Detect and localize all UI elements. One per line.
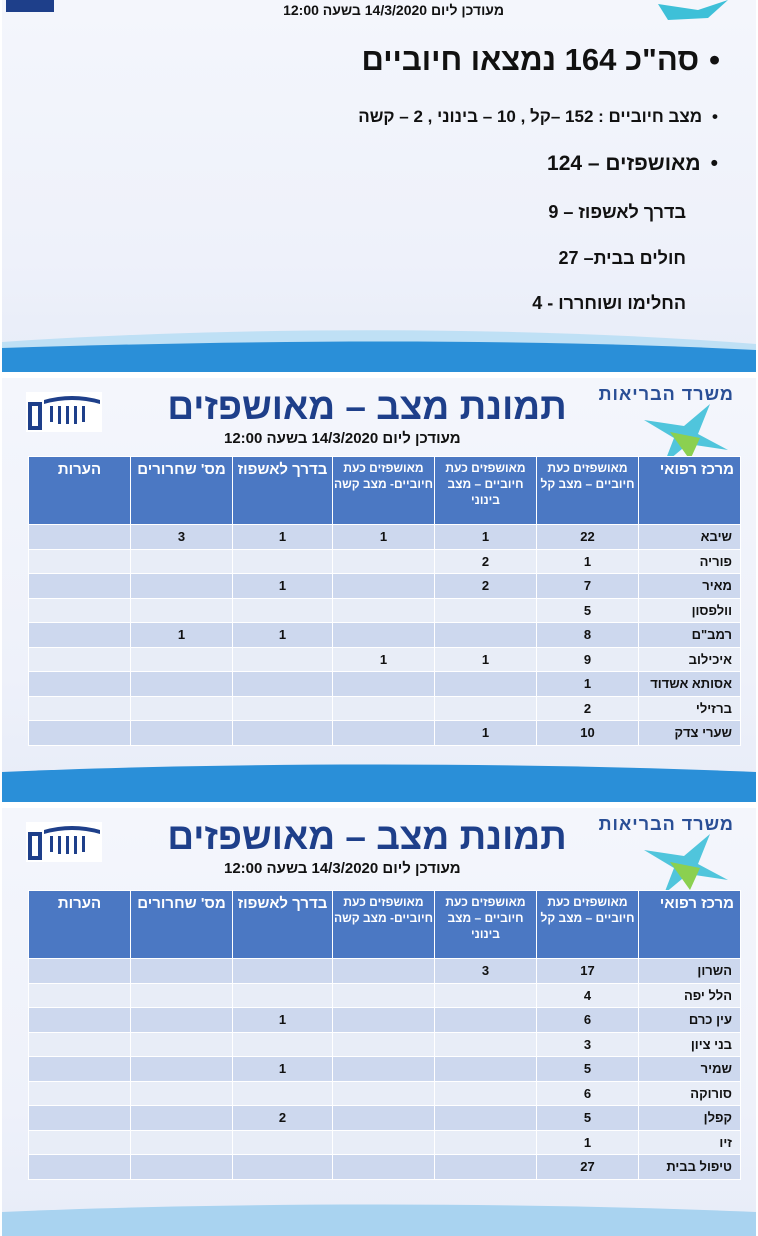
cell-moderate [435,1008,537,1033]
cell-center: בני ציון [639,1032,741,1057]
table-row [29,1057,741,1082]
cell-notes [29,1106,131,1131]
cell-discharged: 1 [131,623,233,648]
cell-severe [333,1032,435,1057]
cell-mild: 3 [537,1032,639,1057]
table-row [29,1008,741,1033]
ministry-logo-icon [26,822,102,862]
updated-line: מעודכן ליום 14/3/2020 בשעה 12:00 [283,2,504,18]
cell-on-way [233,672,333,697]
cell-on-way: 1 [233,574,333,599]
cell-center: איכילוב [639,647,741,672]
cell-moderate [435,672,537,697]
cell-center: פוריה [639,549,741,574]
cell-notes [29,598,131,623]
cell-severe [333,672,435,697]
table-row [29,721,741,746]
cell-notes [29,574,131,599]
cell-notes [29,696,131,721]
cell-mild: 1 [537,672,639,697]
cell-severe [333,983,435,1008]
cell-center: מאיר [639,574,741,599]
cell-discharged [131,574,233,599]
header-notes: הערות [29,891,131,959]
cell-severe [333,574,435,599]
cell-discharged [131,721,233,746]
cell-severe [333,1130,435,1155]
cell-center: שערי צדק [639,721,741,746]
cell-mild: 5 [537,1057,639,1082]
cell-mild: 5 [537,598,639,623]
status-slide-2 [2,808,756,1236]
cell-mild: 8 [537,623,639,648]
table-row [29,672,741,697]
cell-mild: 6 [537,1008,639,1033]
footer-wave [2,318,756,372]
table-row [29,696,741,721]
cell-center: ברזילי [639,696,741,721]
footer-wave [2,1200,756,1236]
cell-discharged [131,1008,233,1033]
cell-moderate [435,1155,537,1180]
total-positive: •סה"כ 164 נמצאו חיוביים [361,42,720,77]
cell-on-way [233,549,333,574]
cell-discharged [131,1106,233,1131]
header-severe: מאושפזים כעת חיוביים- מצב קשה [333,891,435,959]
star-logo-icon [640,404,730,464]
cell-center: סורוקה [639,1081,741,1106]
cell-mild: 27 [537,1155,639,1180]
updated-line: מעודכן ליום 14/3/2020 בשעה 12:00 [224,860,461,877]
header-discharged: מס' שחרורים [131,457,233,525]
hospitalized-count: •מאושפזים – 124 [547,152,718,175]
cell-moderate [435,1032,537,1057]
home-count: חולים בבית– 27 [558,248,686,268]
ministry-name: משרד הבריאות [598,814,734,834]
cell-moderate [435,598,537,623]
star-logo-icon [648,0,738,24]
cell-severe [333,721,435,746]
cell-moderate [435,983,537,1008]
cell-discharged [131,959,233,984]
cell-mild: 5 [537,1106,639,1131]
cell-on-way: 1 [233,525,333,550]
cell-on-way [233,598,333,623]
recovered-count: החלימו ושוחררו - 4 [532,293,686,313]
cell-notes [29,1057,131,1082]
table-row [29,1130,741,1155]
cell-on-way: 2 [233,1106,333,1131]
cell-mild: 2 [537,696,639,721]
cell-notes [29,672,131,697]
cell-moderate: 1 [435,647,537,672]
cell-on-way: 1 [233,1008,333,1033]
header-center: מרכז רפואי [639,891,741,959]
cell-on-way [233,983,333,1008]
table-row [29,1106,741,1131]
footer-wave [2,762,756,802]
cell-on-way [233,1155,333,1180]
cell-center: הלל יפה [639,983,741,1008]
cell-center: אסותא אשדוד [639,672,741,697]
status-slide-1 [2,378,756,802]
cell-severe [333,1106,435,1131]
updated-line: מעודכן ליום 14/3/2020 בשעה 12:00 [224,430,461,447]
cell-mild: 4 [537,983,639,1008]
header-on-way: בדרך לאשפוז [233,457,333,525]
header-notes: הערות [29,457,131,525]
ministry-logo-icon [26,392,102,432]
cell-mild: 22 [537,525,639,550]
table-row [29,623,741,648]
slide-title: תמונת מצב – מאושפזים [167,386,567,427]
cell-center: זיו [639,1130,741,1155]
header-mild: מאושפזים כעת חיוביים – מצב קל [537,891,639,959]
cell-severe: 1 [333,525,435,550]
cell-severe [333,598,435,623]
cell-center: וולפסון [639,598,741,623]
cell-severe [333,549,435,574]
cell-on-way [233,1130,333,1155]
header-mild: מאושפזים כעת חיוביים – מצב קל [537,457,639,525]
cell-mild: 1 [537,1130,639,1155]
cell-center: קפלן [639,1106,741,1131]
cell-notes [29,1130,131,1155]
table-row [29,598,741,623]
cell-notes [29,721,131,746]
cell-notes [29,647,131,672]
cell-discharged [131,696,233,721]
cell-on-way: 1 [233,1057,333,1082]
table-row [29,1081,741,1106]
cell-discharged [131,1081,233,1106]
cell-moderate [435,1106,537,1131]
header-severe: מאושפזים כעת חיוביים- מצב קשה [333,457,435,525]
table-row [29,959,741,984]
header-discharged: מס' שחרורים [131,891,233,959]
on-way-count: בדרך לאשפוז – 9 [548,202,686,222]
cell-moderate [435,696,537,721]
table-row [29,983,741,1008]
ministry-name: משרד הבריאות [598,384,734,404]
cell-center: עין כרם [639,1008,741,1033]
cell-moderate [435,1057,537,1082]
star-logo-icon [640,834,730,894]
table-row [29,574,741,599]
cell-notes [29,1032,131,1057]
cell-moderate: 1 [435,525,537,550]
cell-severe: 1 [333,647,435,672]
cell-center: טיפול בבית [639,1155,741,1180]
cell-notes [29,1008,131,1033]
cell-severe [333,696,435,721]
cell-on-way [233,647,333,672]
cell-notes [29,549,131,574]
cell-moderate [435,1081,537,1106]
cell-mild: 6 [537,1081,639,1106]
table-row [29,647,741,672]
table-row [29,549,741,574]
cell-moderate [435,623,537,648]
cell-on-way: 1 [233,623,333,648]
cell-severe [333,1081,435,1106]
cell-on-way [233,696,333,721]
cell-discharged [131,1057,233,1082]
cell-center: השרון [639,959,741,984]
cell-mild: 10 [537,721,639,746]
cell-center: שמיר [639,1057,741,1082]
cell-mild: 7 [537,574,639,599]
cell-on-way [233,1081,333,1106]
logo-fragment-icon [2,0,62,14]
cell-on-way [233,959,333,984]
cell-discharged [131,549,233,574]
cell-mild: 17 [537,959,639,984]
header-on-way: בדרך לאשפוז [233,891,333,959]
table-row [29,1032,741,1057]
cell-notes [29,1155,131,1180]
cell-discharged: 3 [131,525,233,550]
cell-discharged [131,1130,233,1155]
cell-on-way [233,1032,333,1057]
header-center: מרכז רפואי [639,457,741,525]
cell-severe [333,1008,435,1033]
cell-discharged [131,647,233,672]
cell-moderate [435,1130,537,1155]
cell-mild: 9 [537,647,639,672]
hospital-table [28,890,741,1180]
summary-slide [2,0,756,372]
header-moderate: מאושפזים כעת חיוביים – מצב בינוני [435,891,537,959]
cell-discharged [131,1032,233,1057]
cell-severe [333,1155,435,1180]
cell-moderate: 2 [435,549,537,574]
cell-discharged [131,672,233,697]
cell-center: רמב"ם [639,623,741,648]
cell-moderate: 2 [435,574,537,599]
cell-severe [333,623,435,648]
slide-title: תמונת מצב – מאושפזים [167,816,567,857]
cell-moderate: 3 [435,959,537,984]
cell-discharged [131,1155,233,1180]
cell-moderate: 1 [435,721,537,746]
cell-notes [29,983,131,1008]
cell-center: שיבא [639,525,741,550]
hospital-table [28,456,741,746]
cell-mild: 1 [537,549,639,574]
cell-severe [333,959,435,984]
cell-notes [29,623,131,648]
table-row [29,1155,741,1180]
header-moderate: מאושפזים כעת חיוביים – מצב בינוני [435,457,537,525]
table-row [29,525,741,550]
cell-notes [29,959,131,984]
cell-notes [29,1081,131,1106]
cell-discharged [131,598,233,623]
cell-discharged [131,983,233,1008]
cell-severe [333,1057,435,1082]
cell-on-way [233,721,333,746]
status-breakdown: •מצב חיוביים : 152 –קל , 10 – בינוני , 2 – קשה [358,107,718,126]
cell-notes [29,525,131,550]
